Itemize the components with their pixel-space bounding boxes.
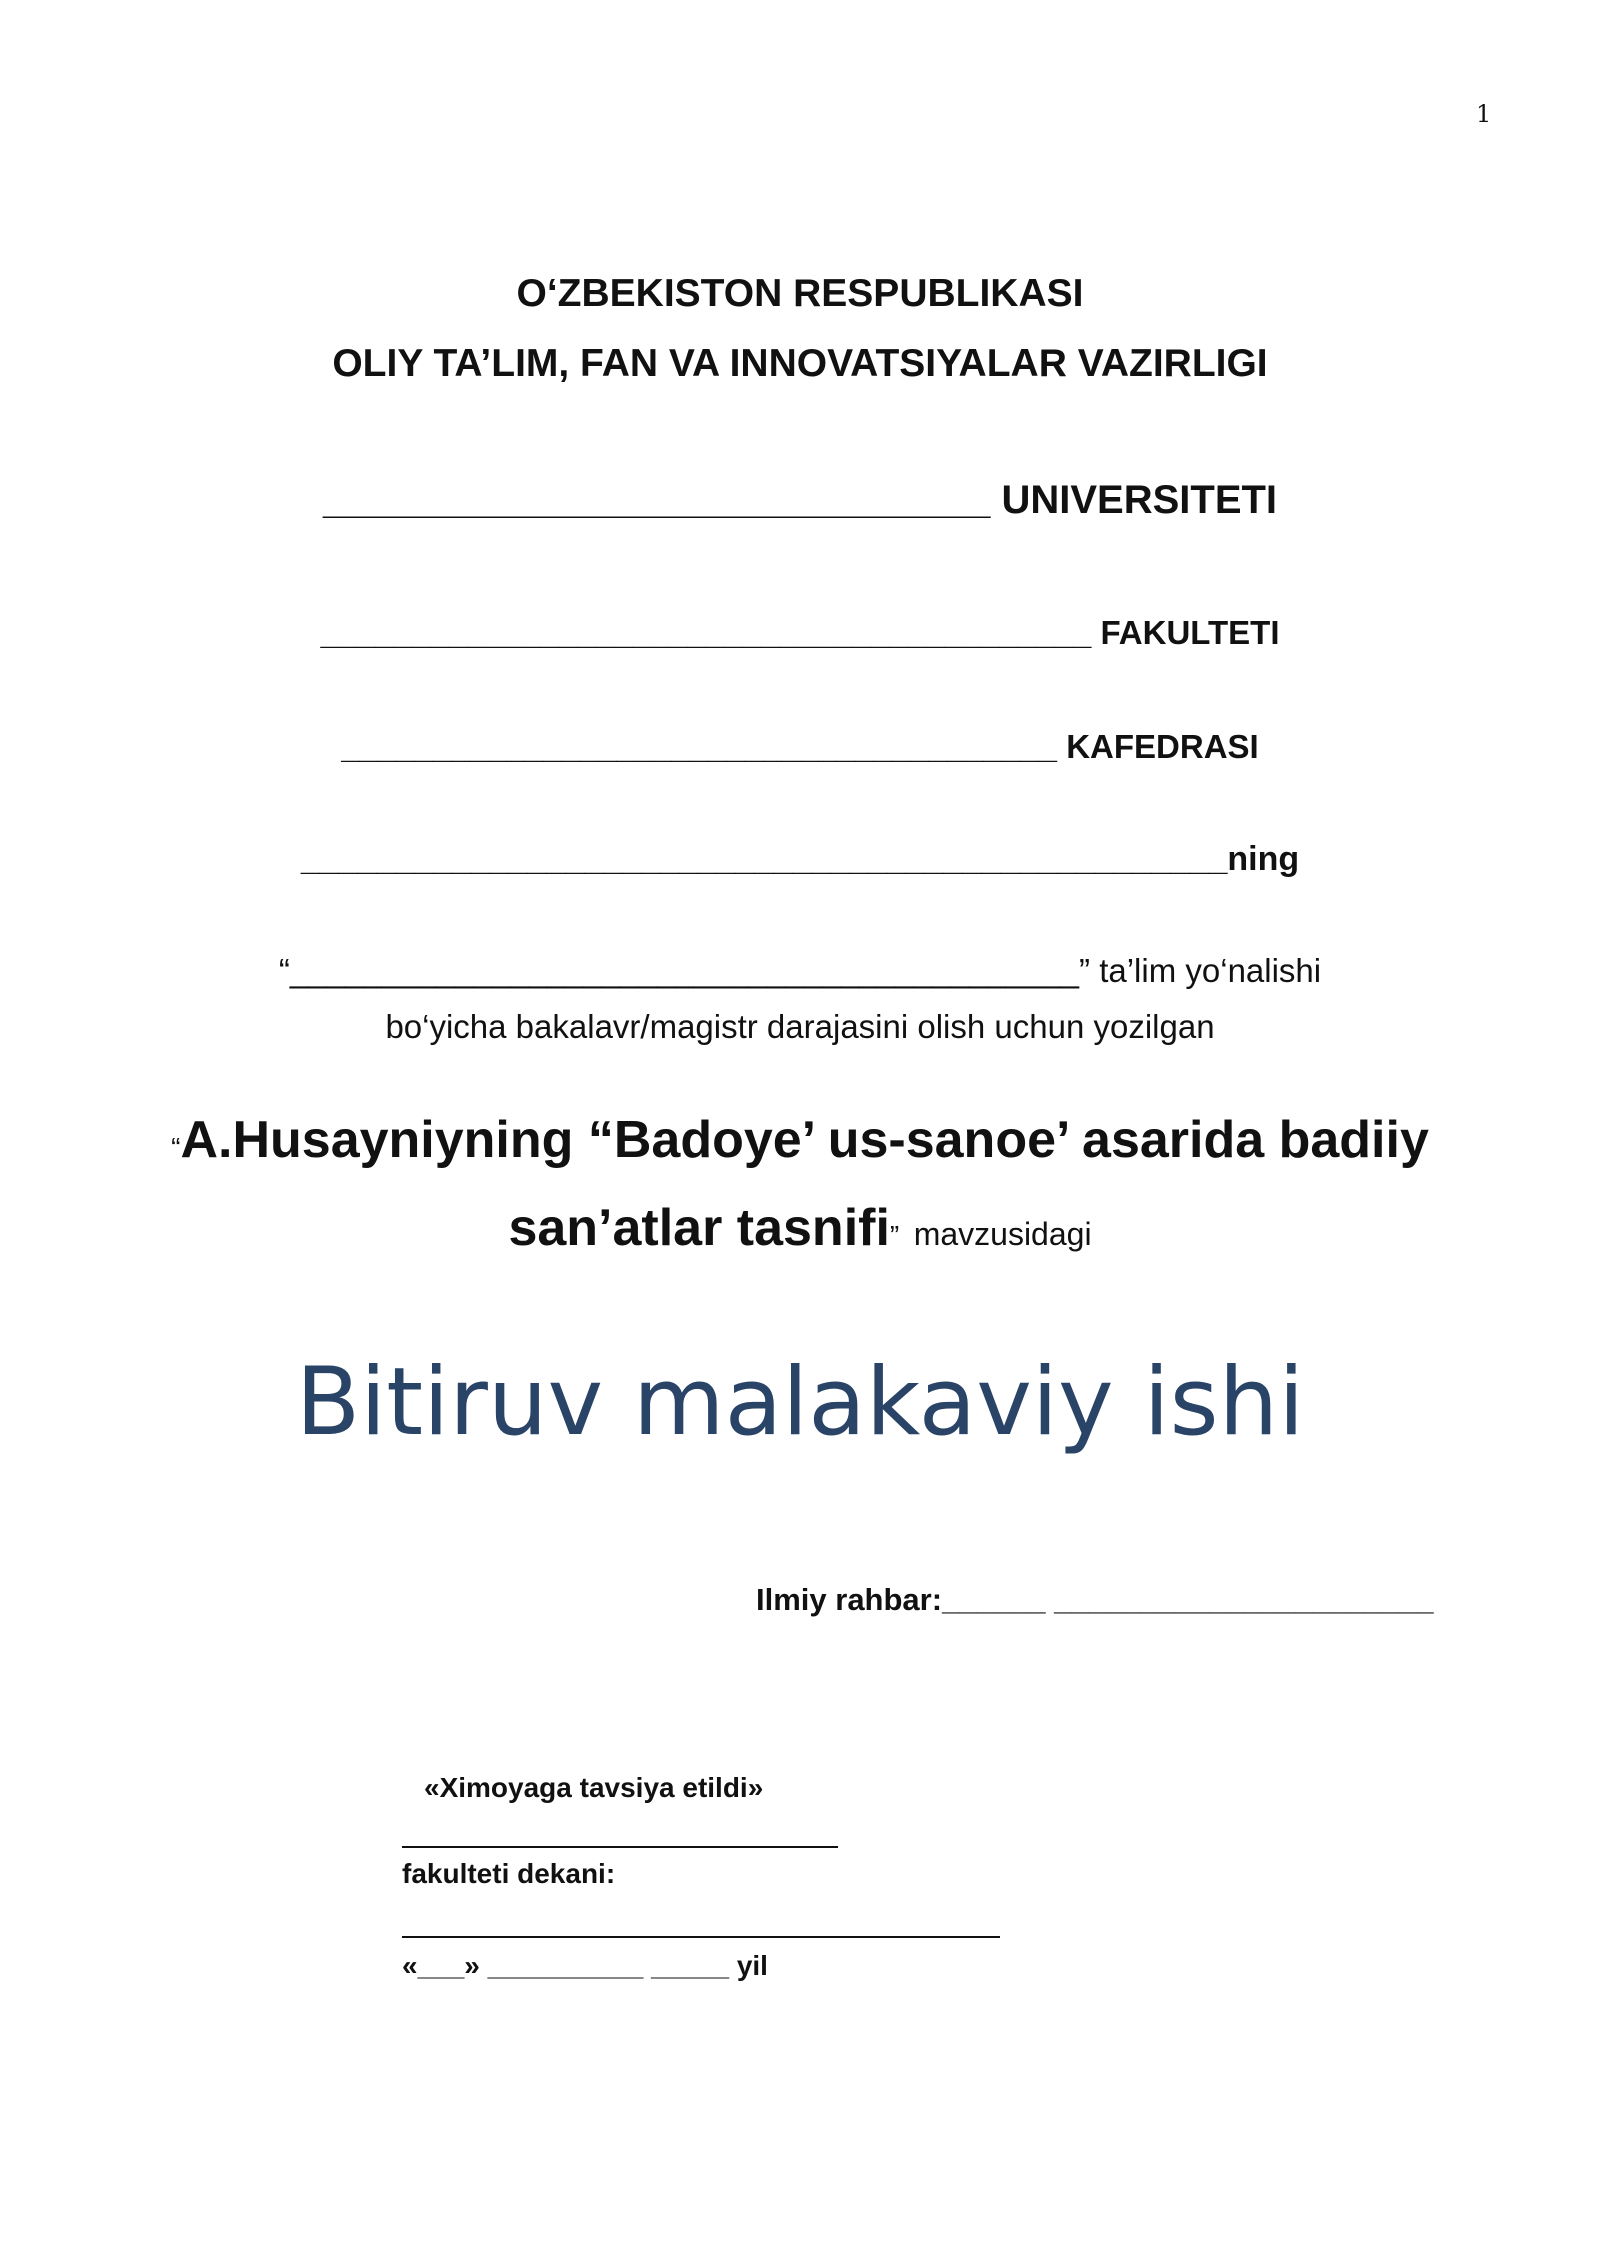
date-line <box>402 1950 768 1982</box>
supervisor-blank-2: ______________________ <box>1054 1582 1434 1617</box>
department-line <box>0 728 1600 766</box>
ministry-header-line-1: O‘ZBEKISTON RESPUBLIKASI <box>516 272 1084 315</box>
topic-title-part-2: san’atlar tasnifi <box>508 1199 890 1257</box>
faculty-label: FAKULTETI <box>1100 614 1280 651</box>
page-number: 1 <box>1476 100 1492 128</box>
date-year: _____ <box>651 1950 730 1981</box>
topic-line-1 <box>0 1110 1600 1170</box>
dean-label: fakulteti dekani: <box>402 1858 616 1889</box>
faculty-blank: __________________________________________ <box>320 614 1092 651</box>
direction-open-quote: “ <box>278 952 290 989</box>
work-title: Bitiruv malakaviy ishi <box>295 1348 1305 1457</box>
direction-suffix: ” ta’lim yo‘nalishi <box>1079 952 1322 989</box>
defense-recommendation: «Ximoyaga tavsiya etildi» <box>424 1772 764 1803</box>
supervisor-line <box>756 1582 1433 1618</box>
department-label: KAFEDRASI <box>1066 728 1259 765</box>
supervisor-label: Ilmiy rahbar: <box>756 1582 943 1617</box>
degree-line: bo‘yicha bakalavr/magistr darajasini olish uchun yozilgan <box>385 1008 1215 1045</box>
direction-line <box>0 952 1600 990</box>
faculty-line <box>0 614 1600 652</box>
topic-title-part-1: A.Husayniyning “Badoye’ us-sanoe’ asarida badiiy <box>180 1111 1429 1169</box>
date-month: __________ <box>487 1950 644 1981</box>
direction-blank: ___________________________________________ <box>289 952 1080 989</box>
topic-line-2 <box>0 1198 1600 1258</box>
dean-name-blank-rule <box>402 1936 1000 1938</box>
ministry-header-line-2: OLIY TA’LIM, FAN VA INNOVATSIYALAR VAZIRLIGI <box>332 342 1268 385</box>
topic-suffix: mavzusidagi <box>913 1216 1092 1252</box>
student-name-line <box>0 840 1600 879</box>
date-suffix: yil <box>736 1950 768 1981</box>
student-name-suffix: ning <box>1227 840 1300 878</box>
university-label: UNIVERSITETI <box>1001 478 1278 522</box>
supervisor-blank-1: ______ <box>942 1582 1046 1617</box>
topic-open-quote: “ <box>171 1132 181 1163</box>
date-day: «___» <box>402 1950 480 1981</box>
student-name-blank: _________________________________________________ <box>300 840 1228 878</box>
topic-close-quote: ” <box>889 1220 900 1251</box>
university-blank: ______________________________ <box>322 478 991 522</box>
department-blank: _______________________________________ <box>341 728 1058 765</box>
dean-faculty-blank-rule <box>402 1846 838 1848</box>
university-line <box>0 478 1600 523</box>
